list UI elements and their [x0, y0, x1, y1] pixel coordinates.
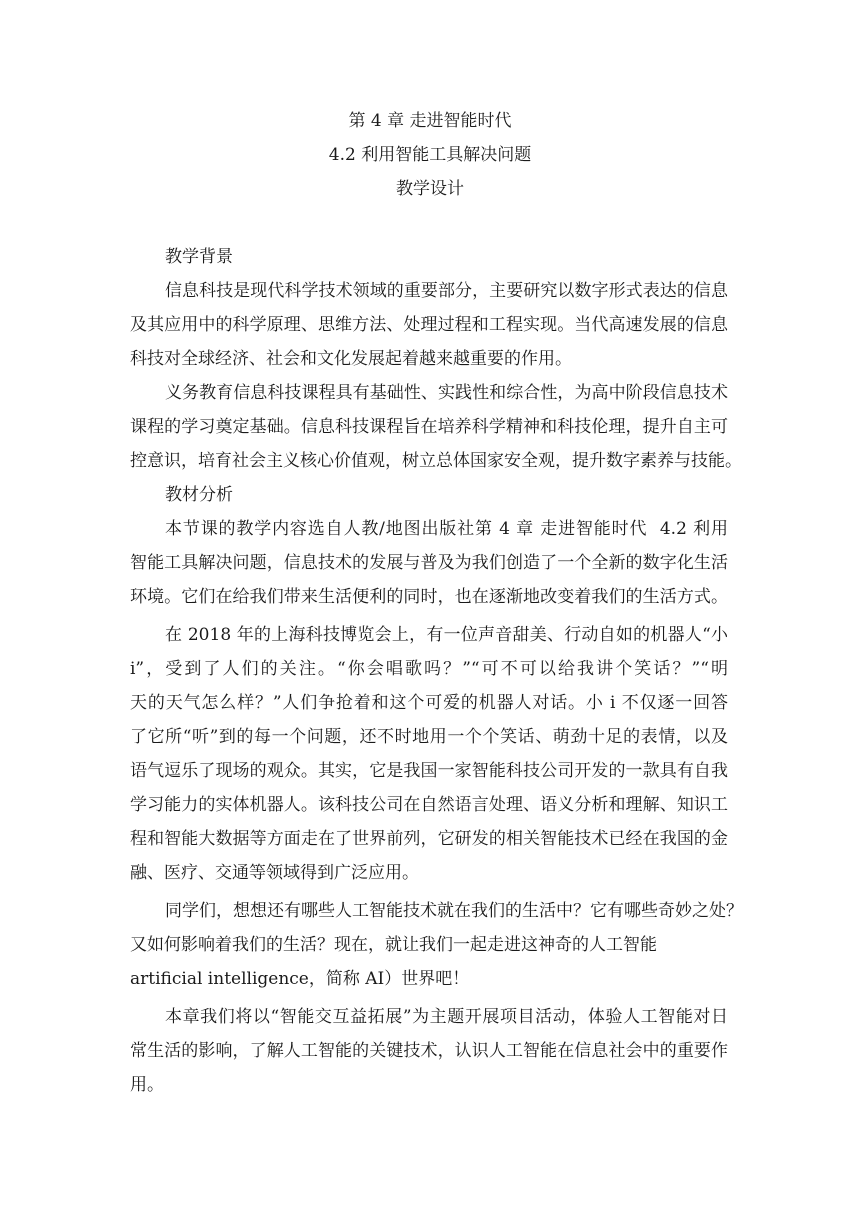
document-type-title: 教学设计 [396, 179, 464, 199]
paragraph-line: 天的天气怎么样？”人们争抢着和这个可爱的机器人对话。小 i 不仅逐一回答 [130, 693, 728, 713]
paragraph-line: 又如何影响着我们的生活？现在，就让我们一起走进这神奇的人工智能 [130, 935, 657, 955]
chapter-title: 第 4 章 走进智能时代 [348, 111, 512, 131]
paragraph-line: 在 2018 年的上海科技博览会上，有一位声音甜美、行动自如的机器人“小 [165, 625, 728, 645]
section-heading-background: 教学背景 [165, 247, 233, 267]
section-heading-material-analysis: 教材分析 [165, 485, 233, 505]
paragraph-line: 及其应用中的科学原理、思维方法、处理过程和工程实现。当代高速发展的信息 [130, 315, 728, 335]
paragraph-line: 控意识，培育社会主义核心价值观，树立总体国家安全观，提升数字素养与技能。 [130, 451, 742, 471]
paragraph-line: 融、医疗、交通等领域得到广泛应用。 [130, 863, 419, 883]
paragraph-line: 同学们，想想还有哪些人工智能技术就在我们的生活中？它有哪些奇妙之处？ [165, 901, 743, 921]
paragraph-line: 信息科技是现代科学技术领域的重要部分，主要研究以数字形式表达的信息 [165, 281, 728, 301]
paragraph-line: 了它所“听”到的每一个问题，还不时地用一个个笑话、萌劲十足的表情，以及 [130, 727, 728, 747]
paragraph-line: artificial intelligence，简称 AI）世界吧！ [130, 969, 470, 989]
paragraph-line: 学习能力的实体机器人。该科技公司在自然语言处理、语义分析和理解、知识工 [130, 795, 728, 815]
paragraph-line: 本节课的教学内容选自人教/地图出版社第 4 章 走进智能时代 4.2 利用 [165, 519, 728, 539]
paragraph-line: 用。 [130, 1075, 164, 1095]
paragraph-line: 本章我们将以“智能交互益拓展”为主题开展项目活动，体验人工智能对日 [165, 1007, 728, 1027]
paragraph-line: 义务教育信息科技课程具有基础性、实践性和综合性，为高中阶段信息技术 [165, 383, 728, 403]
paragraph-line: 智能工具解决问题，信息技术的发展与普及为我们创造了一个全新的数字化生活 [130, 553, 728, 573]
paragraph-line: 语气逗乐了现场的观众。其实，它是我国一家智能科技公司开发的一款具有自我 [130, 761, 728, 781]
paragraph-line: i”，受到了人们的关注。“你会唱歌吗？”“可不可以给我讲个笑话？”“明 [130, 659, 728, 679]
paragraph-line: 程和智能大数据等方面走在了世界前列，它研发的相关智能技术已经在我国的金 [130, 829, 728, 849]
section-title: 4.2 利用智能工具解决问题 [328, 145, 532, 165]
paragraph-line: 科技对全球经济、社会和文化发展起着越来越重要的作用。 [130, 349, 572, 369]
paragraph-line: 环境。它们在给我们带来生活便利的同时，也在逐渐地改变着我们的生活方式。 [130, 587, 728, 607]
paragraph-line: 课程的学习奠定基础。信息科技课程旨在培养科学精神和科技伦理，提升自主可 [130, 417, 728, 437]
paragraph-line: 常生活的影响，了解人工智能的关键技术，认识人工智能在信息社会中的重要作 [130, 1041, 728, 1061]
